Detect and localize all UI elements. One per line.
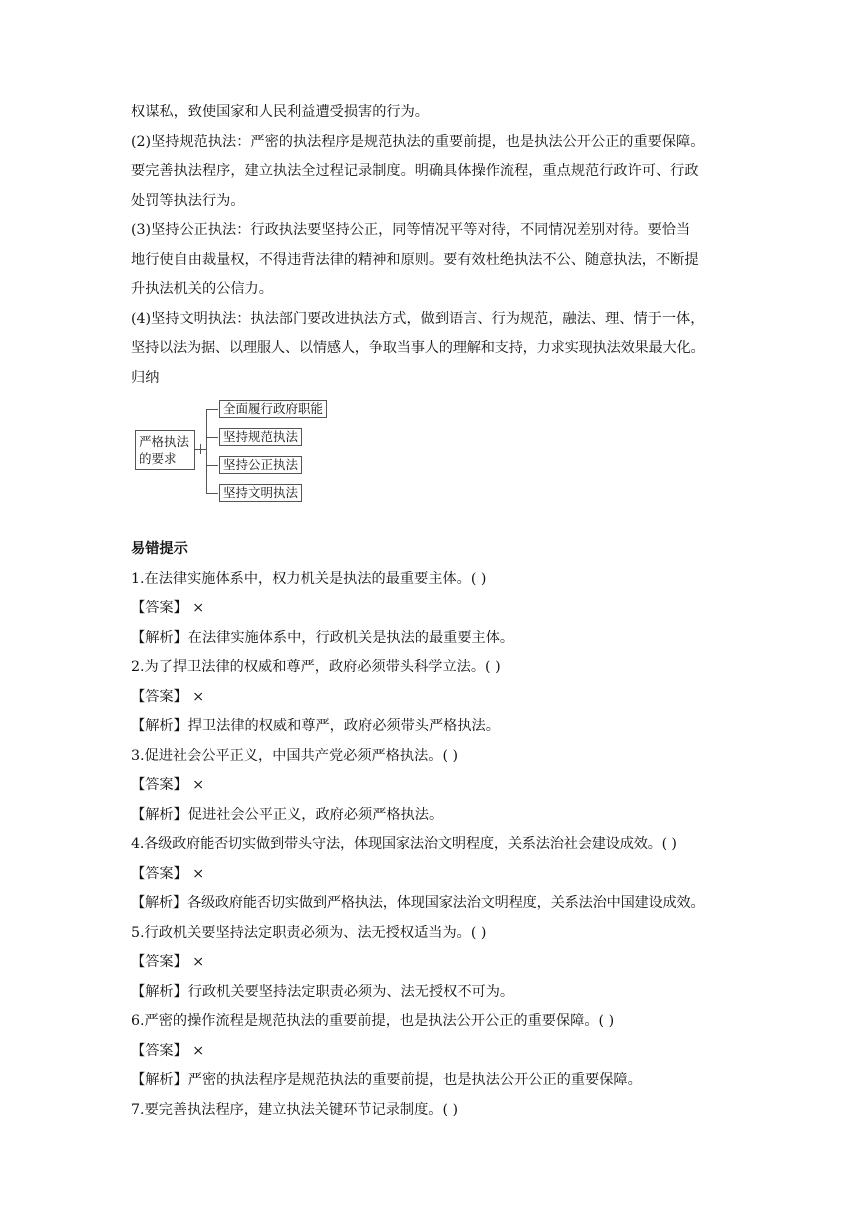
question: 7.要完善执法程序，建立执法关键环节记录制度。( ): [131, 1101, 459, 1118]
answer: 【答案】 ×: [131, 777, 205, 793]
paragraph-line: (4)坚持文明执法：执法部门要改进执法方式，做到语言、行为规范，融法、理、情于一体，: [131, 310, 705, 327]
question: 3.促进社会公平正义，中国共产党必须严格执法。( ): [131, 747, 459, 764]
paragraph-line: (3)坚持公正执法：行政执法要坚持公正，同等情况平等对待，不同情况差别对待。要恰当: [131, 222, 691, 238]
summary-label: 归纳: [131, 369, 160, 386]
diagram-branch-box: 全面履行政府职能: [219, 400, 327, 418]
explanation: 【解析】捍卫法律的权威和尊严，政府必须带头严格执法。: [131, 718, 500, 734]
question: 6.严密的操作流程是规范执法的重要前提，也是执法公开公正的重要保障。( ): [131, 1013, 615, 1029]
section-title: 易错提示: [131, 541, 188, 557]
diagram-connector: [206, 465, 218, 466]
explanation: 【解析】在法律实施体系中，行政机关是执法的最重要主体。: [131, 629, 515, 646]
paragraph-line: 地行使自由裁量权，不得违背法律的精神和原则。要有效杜绝执法不公、随意执法，不断提: [131, 251, 699, 268]
diagram-root-box: [135, 430, 195, 470]
explanation: 【解析】严密的执法程序是规范执法的重要前提，也是执法公开公正的重要保障。: [131, 1072, 642, 1088]
document-body: [131, 98, 741, 1125]
question: 4.各级政府能否切实做到带头守法，体现国家法治文明程度，关系法治社会建设成效。( ): [131, 836, 677, 852]
paragraph-line: 升执法机关的公信力。: [131, 281, 273, 297]
diagram-connector: [206, 437, 218, 438]
answer: 【答案】 ×: [131, 1042, 205, 1059]
diagram-root-line: 严格执法: [139, 434, 190, 449]
question: 1.在法律实施体系中，权力机关是执法的最重要主体。( ): [131, 570, 487, 587]
diagram-branch-box: 坚持公正执法: [219, 456, 302, 474]
paragraph-line: 要完善执法程序，建立执法全过程记录制度。明确具体操作流程，重点规范行政许可、行政: [131, 163, 699, 179]
diagram-connector: [206, 493, 218, 494]
diagram-branch-box: 坚持规范执法: [219, 428, 302, 446]
diagram-connector: [206, 409, 218, 410]
diagram-connector: [200, 444, 201, 454]
paragraph-line: 处罚等执法行为。: [131, 192, 245, 209]
paragraph-line: (2)坚持规范执法：严密的执法程序是规范执法的重要前提，也是执法公开公正的重要保障。: [131, 133, 705, 150]
answer: 【答案】 ×: [131, 954, 205, 970]
question: 5.行政机关要坚持法定职责必须为、法无授权适当为。( ): [131, 924, 487, 941]
summary-diagram: [131, 395, 741, 521]
diagram-branch-box: 坚持文明执法: [219, 484, 302, 502]
explanation: 【解析】促进社会公平正义，政府必须严格执法。: [131, 806, 444, 823]
paragraph-line: 权谋私，致使国家和人民利益遭受损害的行为。: [131, 104, 429, 120]
answer: 【答案】 ×: [131, 865, 205, 882]
explanation: 【解析】行政机关要坚持法定职责必须为、法无授权不可为。: [131, 983, 515, 1000]
diagram-root-line: 的要求: [139, 451, 177, 466]
answer: 【答案】 ×: [131, 600, 205, 616]
question: 2.为了捍卫法律的权威和尊严，政府必须带头科学立法。( ): [131, 659, 501, 675]
answer: 【答案】 ×: [131, 688, 205, 705]
paragraph-line: 坚持以法为据、以理服人、以情感人，争取当事人的理解和支持，力求实现执法效果最大化。: [131, 340, 705, 356]
explanation: 【解析】各级政府能否切实做到严格执法，体现国家法治文明程度，关系法治中国建设成效。: [131, 895, 705, 911]
diagram-connector: [206, 409, 207, 493]
